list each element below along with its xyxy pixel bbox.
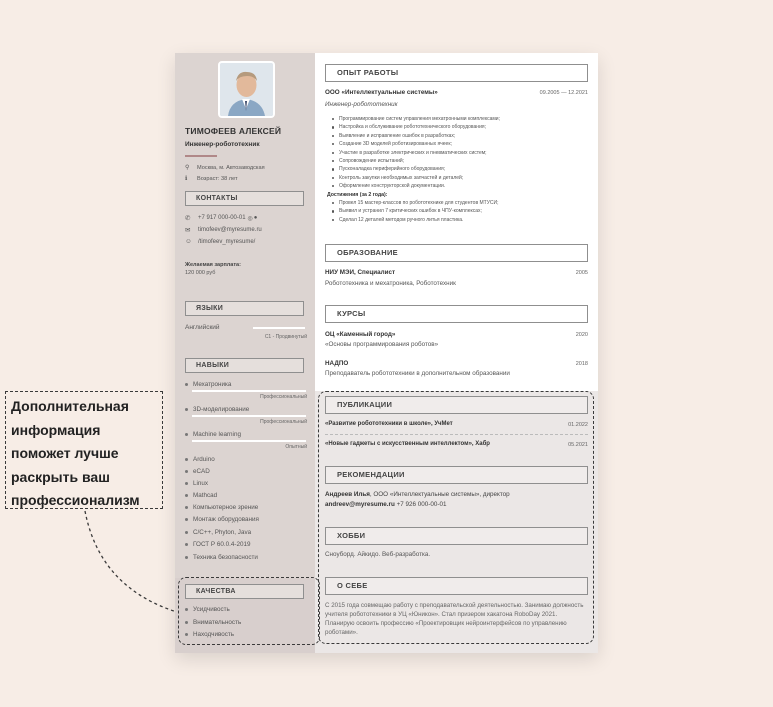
email-text: timofeev@myresume.ru xyxy=(198,227,262,233)
qualities-highlight xyxy=(178,577,320,645)
info-icon: ℹ xyxy=(185,176,188,182)
candidate-role: Инженер-робототехник xyxy=(185,141,260,148)
job-title: Инженер-робототехник xyxy=(325,101,398,108)
contacts-heading: КОНТАКТЫ xyxy=(185,191,304,206)
publications-heading: ПУБЛИКАЦИИ xyxy=(325,396,588,414)
salary-value: 120 000 руб xyxy=(185,270,216,276)
user-icon: ☺ xyxy=(185,238,192,245)
skill-item: C/C++, Phyton, Java xyxy=(185,529,251,536)
skill-level: Опытный xyxy=(285,444,307,450)
hobby-heading: ХОББИ xyxy=(325,527,588,545)
skill-item: Mathcad xyxy=(185,492,217,499)
job-period: 09.2005 — 12.2021 xyxy=(539,90,588,96)
divider xyxy=(185,155,217,157)
location-pin-icon: ⚲ xyxy=(185,165,190,171)
callout-line: Дополнительная xyxy=(11,398,129,414)
web-row xyxy=(185,238,255,245)
avatar xyxy=(218,61,275,118)
recommender-contacts: andreev@myresume.ru +7 926 000-00-01 xyxy=(325,501,447,508)
job-duties xyxy=(327,115,500,224)
mail-icon: ✉ xyxy=(185,227,191,234)
callout-connector xyxy=(80,509,190,619)
skill-level: Профессиональный xyxy=(260,394,307,400)
salary-label: Желаемая зарплата: xyxy=(185,262,241,268)
sidebar xyxy=(175,53,315,653)
quality-item: Внимательность xyxy=(185,619,241,626)
course-year: 2020 xyxy=(575,332,588,338)
list-item: Сделал 12 деталей методом ручного литья пластика. xyxy=(331,216,500,224)
skill-bar xyxy=(192,440,306,442)
publication-date: 01.2022 xyxy=(568,422,588,428)
phone-icon: ✆ xyxy=(185,215,191,222)
publication-date: 05.2021 xyxy=(568,442,588,448)
whatsapp-icon: ◎ xyxy=(247,215,253,222)
publication-title: «Развитие робототехники в школе», УчМет xyxy=(325,421,453,427)
info-callout xyxy=(5,391,163,509)
phone-row xyxy=(185,214,257,222)
language-name: Английский xyxy=(185,324,220,331)
callout-line: профессионализм xyxy=(11,492,140,508)
language-level: C1 - Продвинутый xyxy=(264,334,307,340)
hobby-text: Сноуборд. Айкидо. Веб-разработка. xyxy=(325,551,431,558)
course-org: ОЦ «Каменный город» xyxy=(325,331,396,338)
education-heading: ОБРАЗОВАНИЕ xyxy=(325,244,588,262)
languages-heading: ЯЗЫКИ xyxy=(185,301,304,316)
skill-bar xyxy=(192,390,306,392)
qualities-heading: КАЧЕСТВА xyxy=(185,584,304,599)
education-school: НИУ МЭИ, Специалист xyxy=(325,269,396,276)
course-year: 2018 xyxy=(575,361,588,367)
experience-heading: ОПЫТ РАБОТЫ xyxy=(325,64,588,82)
phone-text: +7 917 000-00-01 xyxy=(198,215,246,221)
quality-item: Усидчивость xyxy=(185,606,230,613)
job-company: ООО «Интеллектуальные системы» xyxy=(325,89,438,96)
list-item: Провел 15 мастер-классов по робототехнике для студентов МТУСИ; xyxy=(331,199,500,207)
skill-item: Техника безопасности xyxy=(185,554,258,561)
courses-heading: КУРСЫ xyxy=(325,305,588,323)
list-item: Выявление и исправление ошибок в разработках; xyxy=(331,132,500,140)
skill-level: Профессиональный xyxy=(260,419,307,425)
skill-item: eCAD xyxy=(185,468,210,475)
education-year: 2005 xyxy=(575,270,588,276)
skills-heading: НАВЫКИ xyxy=(185,358,304,373)
age-row xyxy=(185,175,238,182)
callout-line: поможет лучше xyxy=(11,445,119,461)
skill-item: 3D-моделирование xyxy=(185,406,249,413)
achievements-title: Достижения (за 2 года): xyxy=(327,191,388,198)
course-name: Преподаватель робототехники в дополнительном образовании xyxy=(325,370,510,377)
list-item: Участие в разработке электрических и пневматических систем; xyxy=(331,149,500,157)
skill-item: Arduino xyxy=(185,456,215,463)
list-item: Программирование систем управления мехатронными комплексами; xyxy=(331,115,500,123)
age-text: Возраст: 38 лет xyxy=(197,175,238,182)
recommendations-heading: РЕКОМЕНДАЦИИ xyxy=(325,466,588,484)
about-heading: О СЕБЕ xyxy=(325,577,588,595)
list-item: Выявил и устранил 7 критических ошибок в ЧПУ-комплексах; xyxy=(331,207,500,215)
skill-item: Монтаж оборудования xyxy=(185,516,259,523)
list-item: Настройка и обслуживание робототехнического оборудования; xyxy=(331,123,500,131)
callout-line: раскрыть ваш xyxy=(11,468,110,485)
list-item: Контроль закупки необходимых запчастей и деталей; xyxy=(331,174,500,182)
language-bar xyxy=(253,327,305,329)
email-row xyxy=(185,226,262,234)
skill-item: ГОСТ Р 60.0.4-2019 xyxy=(185,541,250,548)
location-row xyxy=(185,164,265,171)
list-item: Сопровождение испытаний; xyxy=(331,157,500,165)
telegram-icon: ● xyxy=(253,215,258,221)
about-text: С 2015 года совмещаю работу с преподавательской деятельностью. Занимаю должность учителя робототехники в УЦ «Юникон». Стал призером хакатона RoboDay 2021. Планирую освоить профессию «Проектировщик нейроинтерфейсов по управлению роботами». xyxy=(325,602,584,636)
skill-item: Linux xyxy=(185,480,208,487)
quality-item: Находчивость xyxy=(185,631,234,638)
education-program: Робототехника и мехатроника, Робототехник xyxy=(325,280,456,287)
skill-item: Компьютерное зрение xyxy=(185,504,258,511)
candidate-name: ТИМОФЕЕВ АЛЕКСЕЙ xyxy=(185,126,282,136)
additional-highlight xyxy=(318,391,594,644)
skill-item: Мехатроника xyxy=(185,381,231,388)
recommender: Андреев Илья, ООО «Интеллектуальные системы», директор xyxy=(325,491,510,498)
web-text: /timofeev_myresume/ xyxy=(198,238,256,245)
course-name: «Основы программирования роботов» xyxy=(325,341,439,348)
list-item: Пусконаладка периферийного оборудования; xyxy=(331,165,500,173)
publication-title: «Новые гаджеты с искусственным интеллектом», Хабр xyxy=(325,441,490,447)
skill-bar xyxy=(192,415,306,417)
location-text: Москва, м. Автозаводская xyxy=(197,164,265,171)
skill-item: Machine learning xyxy=(185,431,241,438)
callout-line: информация xyxy=(11,421,101,438)
list-item: Оформление конструкторской документации. xyxy=(331,182,500,190)
list-item: Создание 3D моделей роботизированных ячеек; xyxy=(331,140,500,148)
course-org: НАДПО xyxy=(325,360,349,367)
